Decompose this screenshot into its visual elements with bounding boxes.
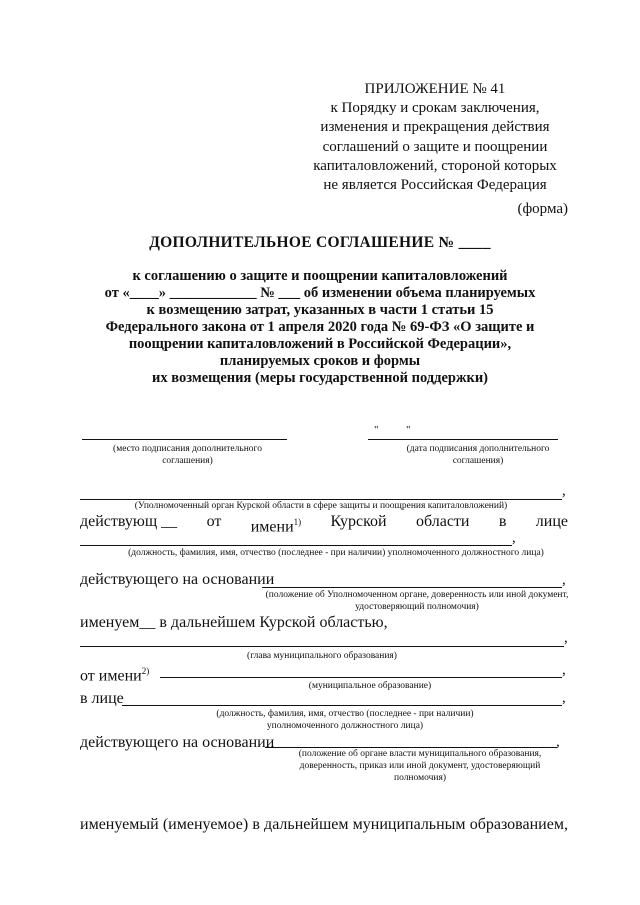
subtitle-line: Федерального закона от 1 апреля 2020 года № 69-ФЗ «О защите и [105, 319, 535, 335]
acting-word: действующ __ [80, 513, 178, 530]
form-label: (форма) [517, 201, 568, 217]
appendix-line: ПРИЛОЖЕНИЕ № 41 [364, 81, 506, 97]
final-line [80, 816, 568, 834]
final-word: муниципальным [352, 816, 466, 833]
place-hint: (место подписания дополнительного соглашения) [113, 444, 262, 466]
muni-official-field[interactable] [122, 705, 562, 706]
named-region: именуем__ в дальнейшем Курской областью, [80, 614, 388, 631]
appendix-header [300, 80, 570, 195]
subtitle-line: к возмещению затрат, указанных в части 1 статьи 15 [146, 302, 494, 318]
municipality-field[interactable] [160, 677, 562, 678]
footnote-1: 1) [293, 517, 302, 527]
comma: , [562, 690, 566, 706]
final-word: образованием, [469, 816, 568, 833]
municipality-hint: (муниципальное образование) [308, 681, 432, 691]
head-field[interactable] [80, 646, 564, 647]
official-field[interactable] [80, 545, 512, 546]
acting-word: Курской [330, 513, 387, 530]
auth-basis-hint: (положение об Уполномоченном органе, доверенность или иной документ, удостоверяющий полномочия) [265, 590, 569, 612]
official-hint: (должность, фамилия, имя, отчество (последнее - при наличии) уполномоченного должностного лица) [128, 548, 544, 558]
acting-word: лице [535, 513, 568, 530]
comma: , [562, 483, 566, 499]
muni-basis-hint: (положение об органе власти муниципального образования, доверенность, приказ или иной документ, удостоверяющий полномочия) [298, 749, 542, 783]
comma: , [562, 572, 566, 588]
in-person-label: в лице [80, 690, 124, 707]
authority-hint: (Уполномоченный орган Курской области в сфере защиты и поощрения капиталовложений) [134, 501, 508, 511]
footnote-2: 2) [141, 666, 150, 676]
comma: , [564, 630, 568, 646]
final-word: в [252, 816, 260, 833]
appendix-line: изменения и прекращения действия [320, 119, 550, 136]
acting-name-text: имени [250, 518, 294, 536]
on-behalf-label [80, 662, 149, 685]
final-word: именуемый [80, 816, 159, 833]
comma: , [562, 662, 566, 678]
document-title: ДОПОЛНИТЕЛЬНОЕ СОГЛАШЕНИЕ № ____ [149, 234, 491, 251]
acting-row [80, 513, 568, 536]
document-subtitle [70, 268, 570, 387]
place-field[interactable] [82, 439, 287, 440]
acting-word-name [251, 513, 301, 536]
comma: , [512, 530, 516, 546]
subtitle-line: от «____» ____________ № ___ об изменении объема планируемых [104, 285, 536, 301]
date-quotes: " " [374, 424, 411, 436]
date-field[interactable] [368, 439, 558, 440]
appendix-line: соглашений о защите и поощрении [322, 138, 548, 155]
acting-word: области [415, 513, 470, 530]
on-behalf-text: от имени [80, 667, 142, 685]
subtitle-line: их возмещения (меры государственной поддержки) [151, 370, 489, 386]
muni-official-hint: (должность, фамилия, имя, отчество (последнее - при наличии) уполномоченного должностного лица) [216, 709, 474, 731]
subtitle-line: к соглашению о защите и поощрении капиталовложений [132, 268, 508, 284]
comma: , [556, 734, 560, 750]
final-word: дальнейшем [264, 816, 349, 833]
subtitle-line: поощрении капиталовложений в Российской Федерации», [128, 336, 512, 352]
date-hint: (дата подписания дополнительного соглашения) [406, 444, 550, 466]
acting-basis-label-2: действующего на основании [80, 734, 275, 751]
subtitle-line: планируемых сроков и формы [219, 353, 421, 369]
appendix-line: не является Российская Федерация [323, 177, 547, 194]
acting-basis-label: действующего на основании [80, 571, 275, 588]
acting-word: от [206, 513, 222, 530]
appendix-line: капиталовложений, стороной которых [313, 157, 557, 174]
head-hint: (глава муниципального образования) [247, 651, 397, 661]
appendix-line: к Порядку и срокам заключения, [330, 100, 540, 117]
final-word: (именуемое) [162, 816, 249, 833]
acting-word: в [498, 513, 507, 530]
auth-basis-field[interactable] [262, 587, 562, 588]
